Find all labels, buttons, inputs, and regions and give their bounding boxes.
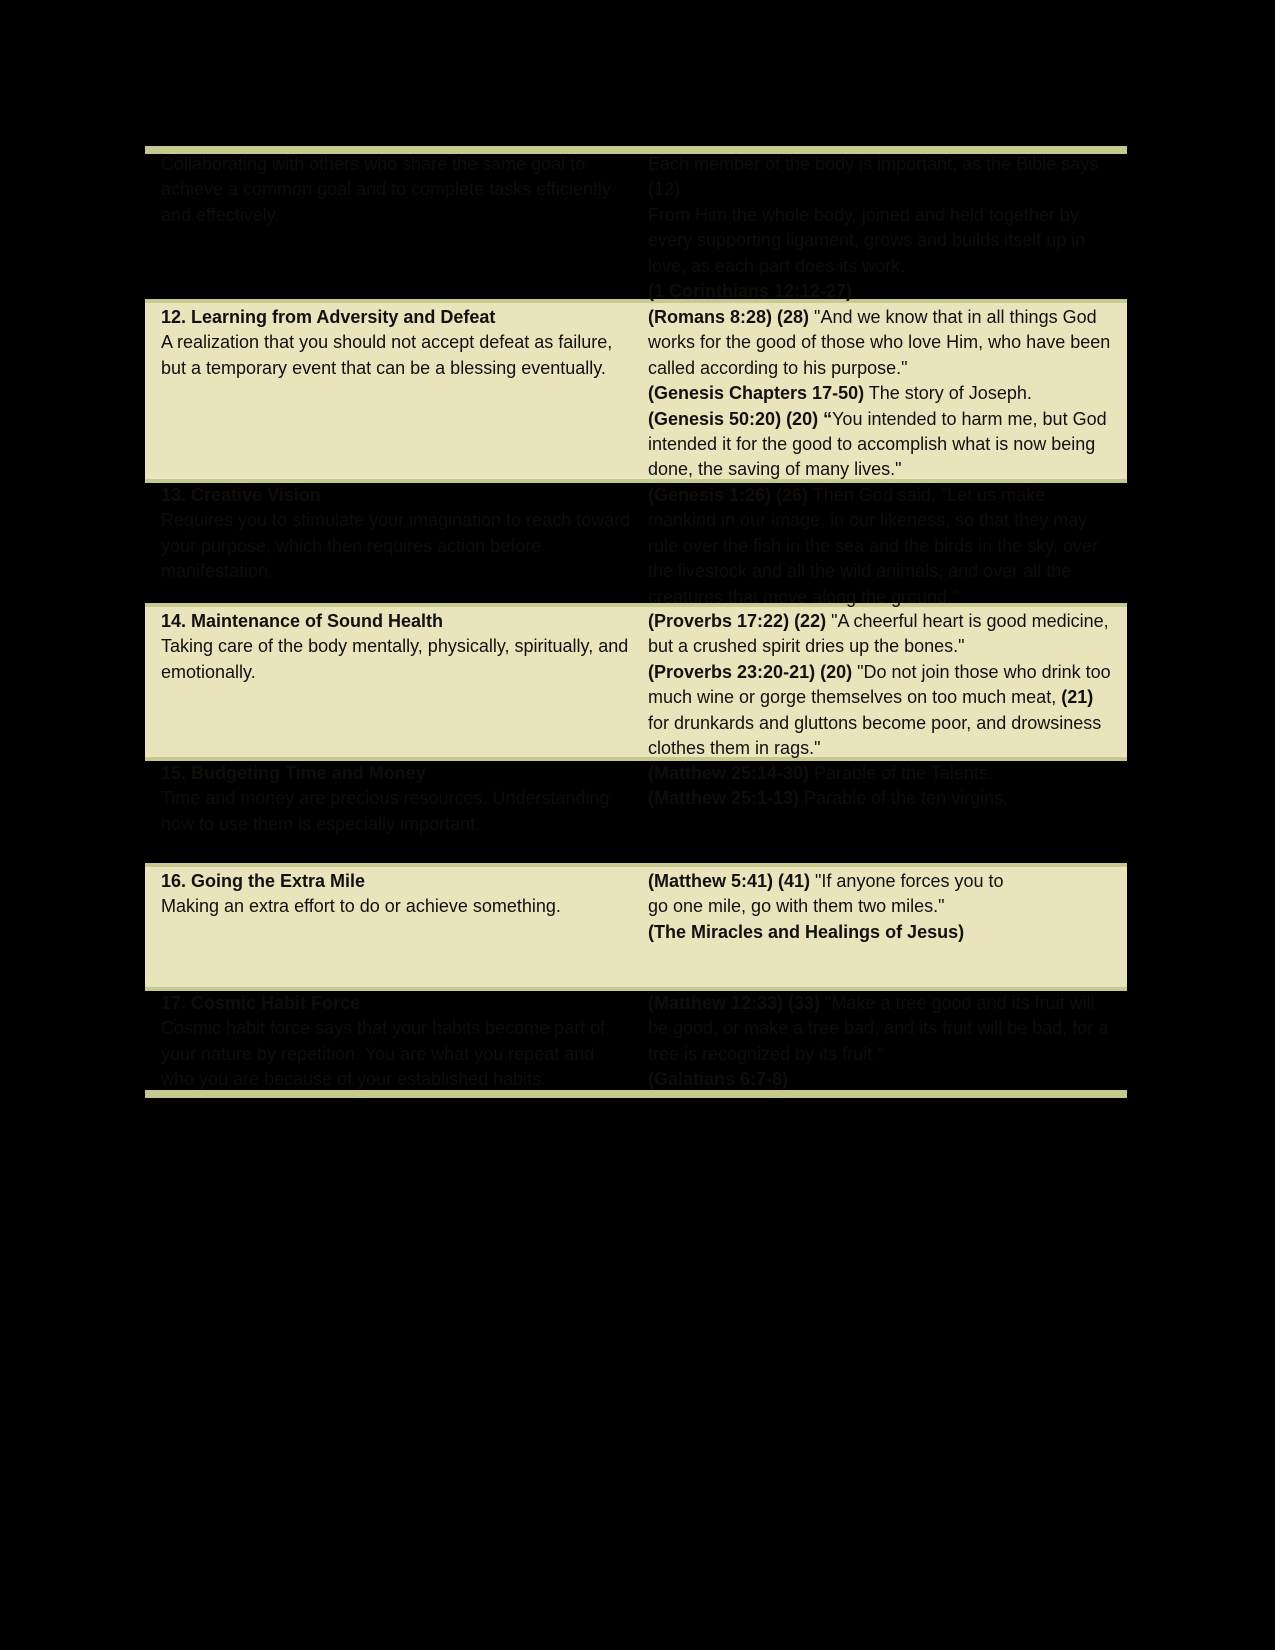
principle-heading: 17. Cosmic Habit Force [161, 993, 361, 1013]
scripture-cell [648, 305, 1113, 483]
principle-cell [161, 761, 631, 837]
principle-heading: 14. Maintenance of Sound Health [161, 611, 444, 631]
scripture-reference: (The Miracles and Healings of Jesus) [648, 921, 965, 942]
scripture-cell [648, 609, 1113, 761]
principle-heading: 12. Learning from Adversity and Defeat [161, 307, 496, 327]
principle-cell [161, 991, 631, 1093]
scripture-reference: (Matthew 25:1-13) Parable of the ten virgins. [648, 788, 1009, 809]
scripture-reference: From Him the whole body, joined and held together by every supporting ligament, grows and builds itself up in love, as each part does its work. [648, 204, 1086, 276]
scripture-cell [648, 483, 1113, 610]
table-row [145, 869, 1127, 987]
scripture-reference: (Genesis Chapters 17-50) The story of Joseph. [648, 383, 1032, 404]
scripture-reference: (Romans 8:28) (28) "And we know that in all things God works for the good of those who love Him, who have been called according to his purpose." [648, 307, 1111, 378]
principle-description: Cosmic habit force says that your habits become part of your nature by repetition. You are what you repeat and who you are because of your established habits. [161, 1018, 606, 1090]
scripture-cell [648, 869, 1013, 945]
scripture-reference: (Genesis 1:26) (26) Then God said, "Let us make mankind in our image, in our likeness, so that they may rule over the fish in the sea and the birds in the sky, over the livestock and all the wild animals, and over all the creatures that move along the ground." [648, 485, 1098, 607]
principle-description: Time and money are precious resources. Understanding how to use them is especially important. [161, 788, 610, 834]
principle-description: Collaborating with others who share the same goal to achieve a common goal and to complete tasks efficiently and effectively. [161, 154, 611, 225]
scripture-cell [648, 761, 1113, 812]
principle-heading: 13. Creative Vision [161, 485, 321, 505]
table-row [145, 991, 1127, 1090]
scripture-reference: Each member of the body is important, as the Bible says (12) [648, 154, 1099, 200]
scripture-reference: (Matthew 25:14-30) Parable of the Talents. [648, 763, 993, 783]
principle-cell [161, 305, 631, 381]
scripture-principles-table [145, 146, 1127, 1098]
table-row [145, 609, 1127, 757]
principle-heading: 16. Going the Extra Mile [161, 871, 366, 891]
scripture-reference: (Proverbs 23:20-21) (20) "Do not join those who drink too much wine or gorge themselves on too much meat, (21) for drunkards and gluttons become poor, and drowsiness clothes them in rags." [648, 661, 1111, 759]
principle-cell [161, 869, 631, 920]
table-row [145, 152, 1127, 302]
scripture-reference: (Galatians 6:7-8) [648, 1069, 789, 1090]
principle-cell [161, 483, 631, 585]
principle-description: Making an extra effort to do or achieve something. [161, 896, 561, 917]
principle-description: Requires you to stimulate your imagination to reach toward your purpose, which then requires action before manifestation. [161, 510, 631, 582]
scripture-cell [648, 991, 1113, 1093]
table-row [145, 761, 1127, 863]
principle-heading: 15. Budgeting Time and Money [161, 763, 426, 783]
scripture-reference: (1 Corinthians 12:12-27) [648, 281, 853, 302]
table-row [145, 483, 1127, 607]
scripture-reference: (Genesis 50:20) (20) “You intended to harm me, but God intended it for the good to accomplish what is now being done, the saving of many lives." [648, 408, 1107, 480]
scripture-reference: (Matthew 12:33) (33) "Make a tree good and its fruit will be good, or make a tree bad, and its fruit will be bad, for a tree is recognized by its fruit." [648, 993, 1109, 1064]
principle-description: A realization that you should not accept defeat as failure, but a temporary event that can be a blessing eventually. [161, 332, 613, 378]
principle-cell [161, 609, 631, 685]
principle-description: Taking care of the body mentally, physically, spiritually, and emotionally. [161, 636, 629, 682]
scripture-reference: (Proverbs 17:22) (22) "A cheerful heart is good medicine, but a crushed spirit dries up the bones." [648, 611, 1109, 657]
scripture-reference: (Matthew 5:41) (41) "If anyone forces you to go one mile, go with them two miles." [648, 871, 1004, 917]
principle-cell [161, 152, 631, 228]
scripture-cell [648, 152, 1113, 304]
table-row [145, 305, 1127, 479]
